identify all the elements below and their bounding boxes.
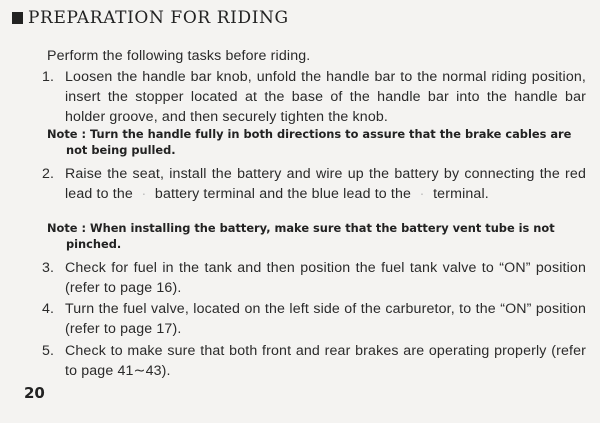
list-item-text [65, 164, 586, 204]
intro-text: Perform the following tasks before riding. [47, 48, 311, 64]
section-heading-text: PREPARATION FOR RIDING [28, 8, 289, 28]
plus-symbol-icon: · [141, 186, 147, 202]
minus-symbol-icon: · [419, 186, 425, 202]
list-item-text: Turn the fuel valve, located on the left side of the carburetor, to the “ON” position (refer to page 17). [65, 301, 586, 337]
list-item-2 [42, 164, 586, 204]
list-item-number: 5. [42, 343, 55, 359]
note-line-1: Note : When installing the battery, make sure that the battery vent tube is not [47, 221, 555, 235]
list-item-4 [42, 299, 586, 339]
note-line-2: pinched. [66, 237, 122, 251]
list-item-number: 3. [42, 260, 55, 276]
list-item-number: 2. [42, 166, 55, 182]
battery-text-part-1: Raise the seat, install the battery and wire up the battery by connecting the red lead to the [65, 166, 586, 202]
list-item-3 [42, 258, 586, 298]
note-line-2: not being pulled. [66, 143, 176, 157]
list-item-1 [42, 67, 586, 127]
list-item-number: 1. [42, 69, 55, 85]
list-item-text: Check to make sure that both front and rear brakes are operating properly (refer to page 41∼43). [65, 343, 586, 379]
battery-text-part-2: battery terminal and the blue lead to the [154, 186, 412, 202]
battery-text-part-3: terminal. [433, 186, 489, 202]
list-item-5 [42, 341, 586, 381]
list-item-number: 4. [42, 301, 55, 317]
list-item-text: Check for fuel in the tank and then position the fuel tank valve to “ON” position (refer to page 16). [65, 260, 586, 296]
list-item-text: Loosen the handle bar knob, unfold the handle bar to the normal riding position, insert the stopper located at the base of the handle bar into the handle bar holder groove, and then securely tighten the knob. [65, 69, 586, 125]
note-brake-cables [47, 126, 586, 158]
note-line-1: Note : Turn the handle fully in both directions to assure that the brake cables are [47, 127, 572, 141]
section-heading [12, 8, 289, 28]
page-number: 20 [24, 384, 45, 402]
note-battery-vent [47, 220, 586, 252]
black-square-icon [12, 12, 23, 24]
